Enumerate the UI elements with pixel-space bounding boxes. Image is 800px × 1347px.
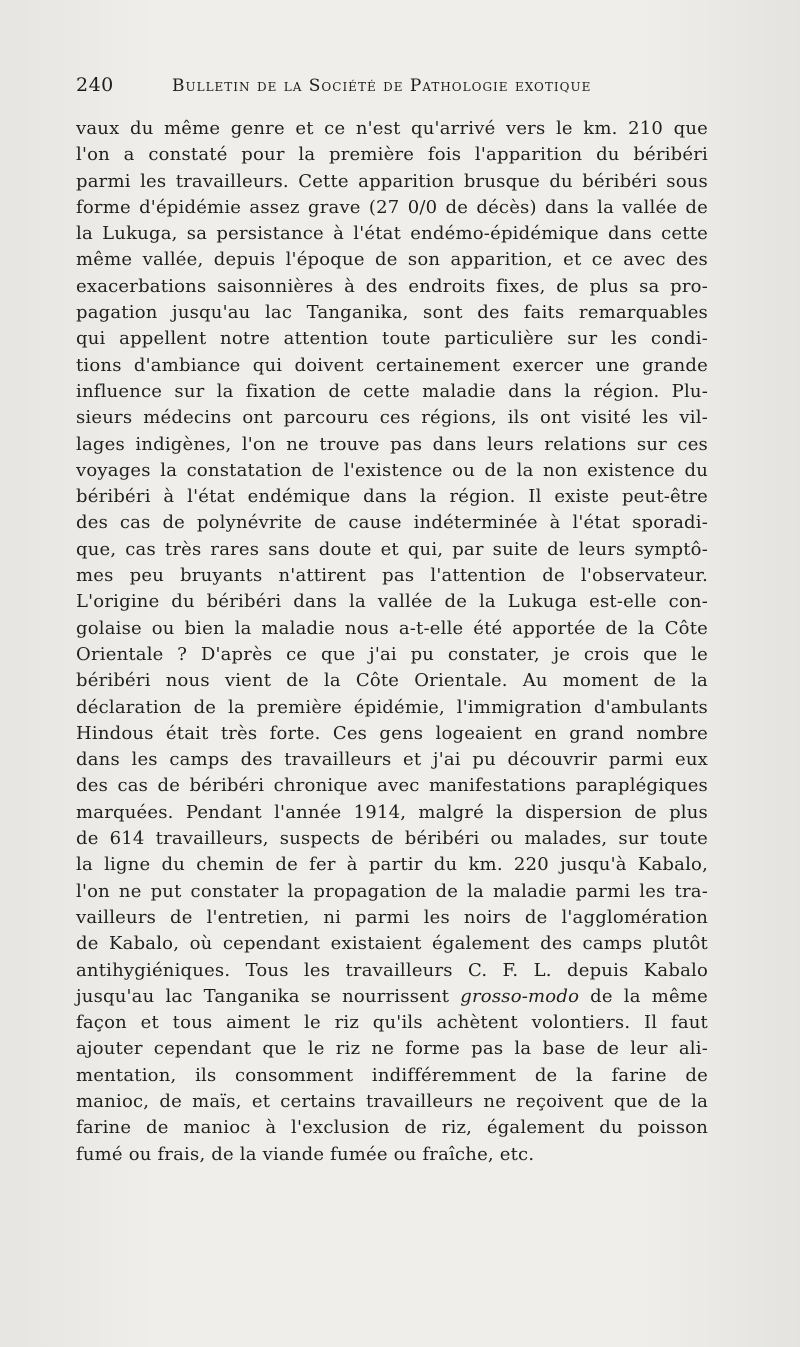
text-line: la ligne du chemin de fer à partir du km. 220 jusqu'à Kabalo, — [76, 854, 708, 876]
text-line: l'on ne put constater la propagation de la maladie parmi les tra- — [76, 880, 708, 902]
text-line: Orientale ? D'après ce que j'ai pu constater, je crois que le — [76, 643, 708, 665]
text-line: marquées. Pendant l'année 1914, malgré la dispersion de plus — [76, 801, 708, 823]
text-line: dans les camps des travailleurs et j'ai pu découvrir parmi eux — [76, 749, 708, 771]
text-line: voyages la constatation de l'existence ou de la non existence du — [76, 459, 708, 481]
italic-term: grosso-modo — [460, 985, 580, 1007]
text-line: antihygiéniques. Tous les travailleurs C. F. L. depuis Kabalo — [76, 959, 708, 981]
text-line: manioc, de maïs, et certains travailleurs ne reçoivent que de la — [76, 1090, 708, 1112]
text-line: exacerbations saisonnières à des endroits fixes, de plus sa pro- — [76, 275, 708, 297]
text-line: qui appellent notre attention toute particulière sur les condi- — [76, 328, 708, 350]
text-line-last: fumé ou frais, de la viande fumée ou fraîche, etc. — [76, 1143, 535, 1165]
text-line: vailleurs de l'entretien, ni parmi les noirs de l'agglomération — [76, 906, 708, 928]
text-line: forme d'épidémie assez grave (27 0/0 de décès) dans la vallée de — [76, 196, 708, 218]
text-line-tail: de la même — [590, 985, 708, 1007]
running-header — [76, 72, 716, 102]
text-line: béribéri nous vient de la Côte Orientale. Au moment de la — [76, 670, 708, 692]
text-line: ajouter cependant que le riz ne forme pas la base de leur ali- — [76, 1038, 708, 1060]
text-line: que, cas très rares sans doute et qui, par suite de leurs symptô- — [76, 538, 708, 560]
text-line: des cas de béribéri chronique avec manifestations paraplégiques — [76, 775, 708, 797]
text-line: façon et tous aiment le riz qu'ils achètent volontiers. Il faut — [76, 1012, 708, 1034]
body-paragraph — [76, 116, 708, 1168]
text-line: lages indigènes, l'on ne trouve pas dans leurs relations sur ces — [76, 433, 708, 455]
text-line: sieurs médecins ont parcouru ces régions, ils ont visité les vil- — [76, 407, 708, 429]
running-title: Bulletin de la Société de Pathologie exotique — [172, 76, 592, 96]
text-line: même vallée, depuis l'époque de son apparition, et ce avec des — [76, 249, 708, 271]
text-line: l'on a constaté pour la première fois l'apparition du béribéri — [76, 144, 708, 166]
text-line: des cas de polynévrite de cause indéterminée à l'état sporadi- — [76, 512, 708, 534]
text-line: la Lukuga, sa persistance à l'état endémo-épidémique dans cette — [76, 223, 708, 245]
text-line-head: jusqu'au lac Tanganika se nourrissent — [76, 985, 450, 1007]
text-line: vaux du même genre et ce n'est qu'arrivé vers le km. 210 que — [76, 118, 708, 139]
text-line: de 614 travailleurs, suspects de béribéri ou malades, sur toute — [76, 828, 708, 850]
text-line: mentation, ils consomment indifféremment de la farine de — [76, 1064, 708, 1086]
text-line: pagation jusqu'au lac Tanganika, sont des faits remarquables — [76, 302, 708, 324]
text-line: déclaration de la première épidémie, l'immigration d'ambulants — [76, 696, 708, 718]
text-line: L'origine du béribéri dans la vallée de la Lukuga est-elle con- — [76, 591, 708, 613]
text-line: influence sur la fixation de cette maladie dans la région. Plu- — [76, 380, 708, 402]
text-line: parmi les travailleurs. Cette apparition brusque du béribéri sous — [76, 170, 708, 192]
text-line-mixed — [76, 984, 708, 1010]
text-line: de Kabalo, où cependant existaient également des camps plutôt — [76, 933, 708, 955]
text-line: farine de manioc à l'exclusion de riz, également du poisson — [76, 1117, 708, 1139]
text-line: Hindous était très forte. Ces gens logeaient en grand nombre — [76, 722, 708, 744]
text-line: golaise ou bien la maladie nous a-t-elle été apportée de la Côte — [76, 617, 708, 639]
text-line: béribéri à l'état endémique dans la région. Il existe peut-être — [76, 486, 708, 508]
text-line: tions d'ambiance qui doivent certainement exercer une grande — [76, 354, 708, 376]
text-line: mes peu bruyants n'attirent pas l'attention de l'observateur. — [76, 565, 708, 587]
page-number: 240 — [76, 74, 114, 96]
